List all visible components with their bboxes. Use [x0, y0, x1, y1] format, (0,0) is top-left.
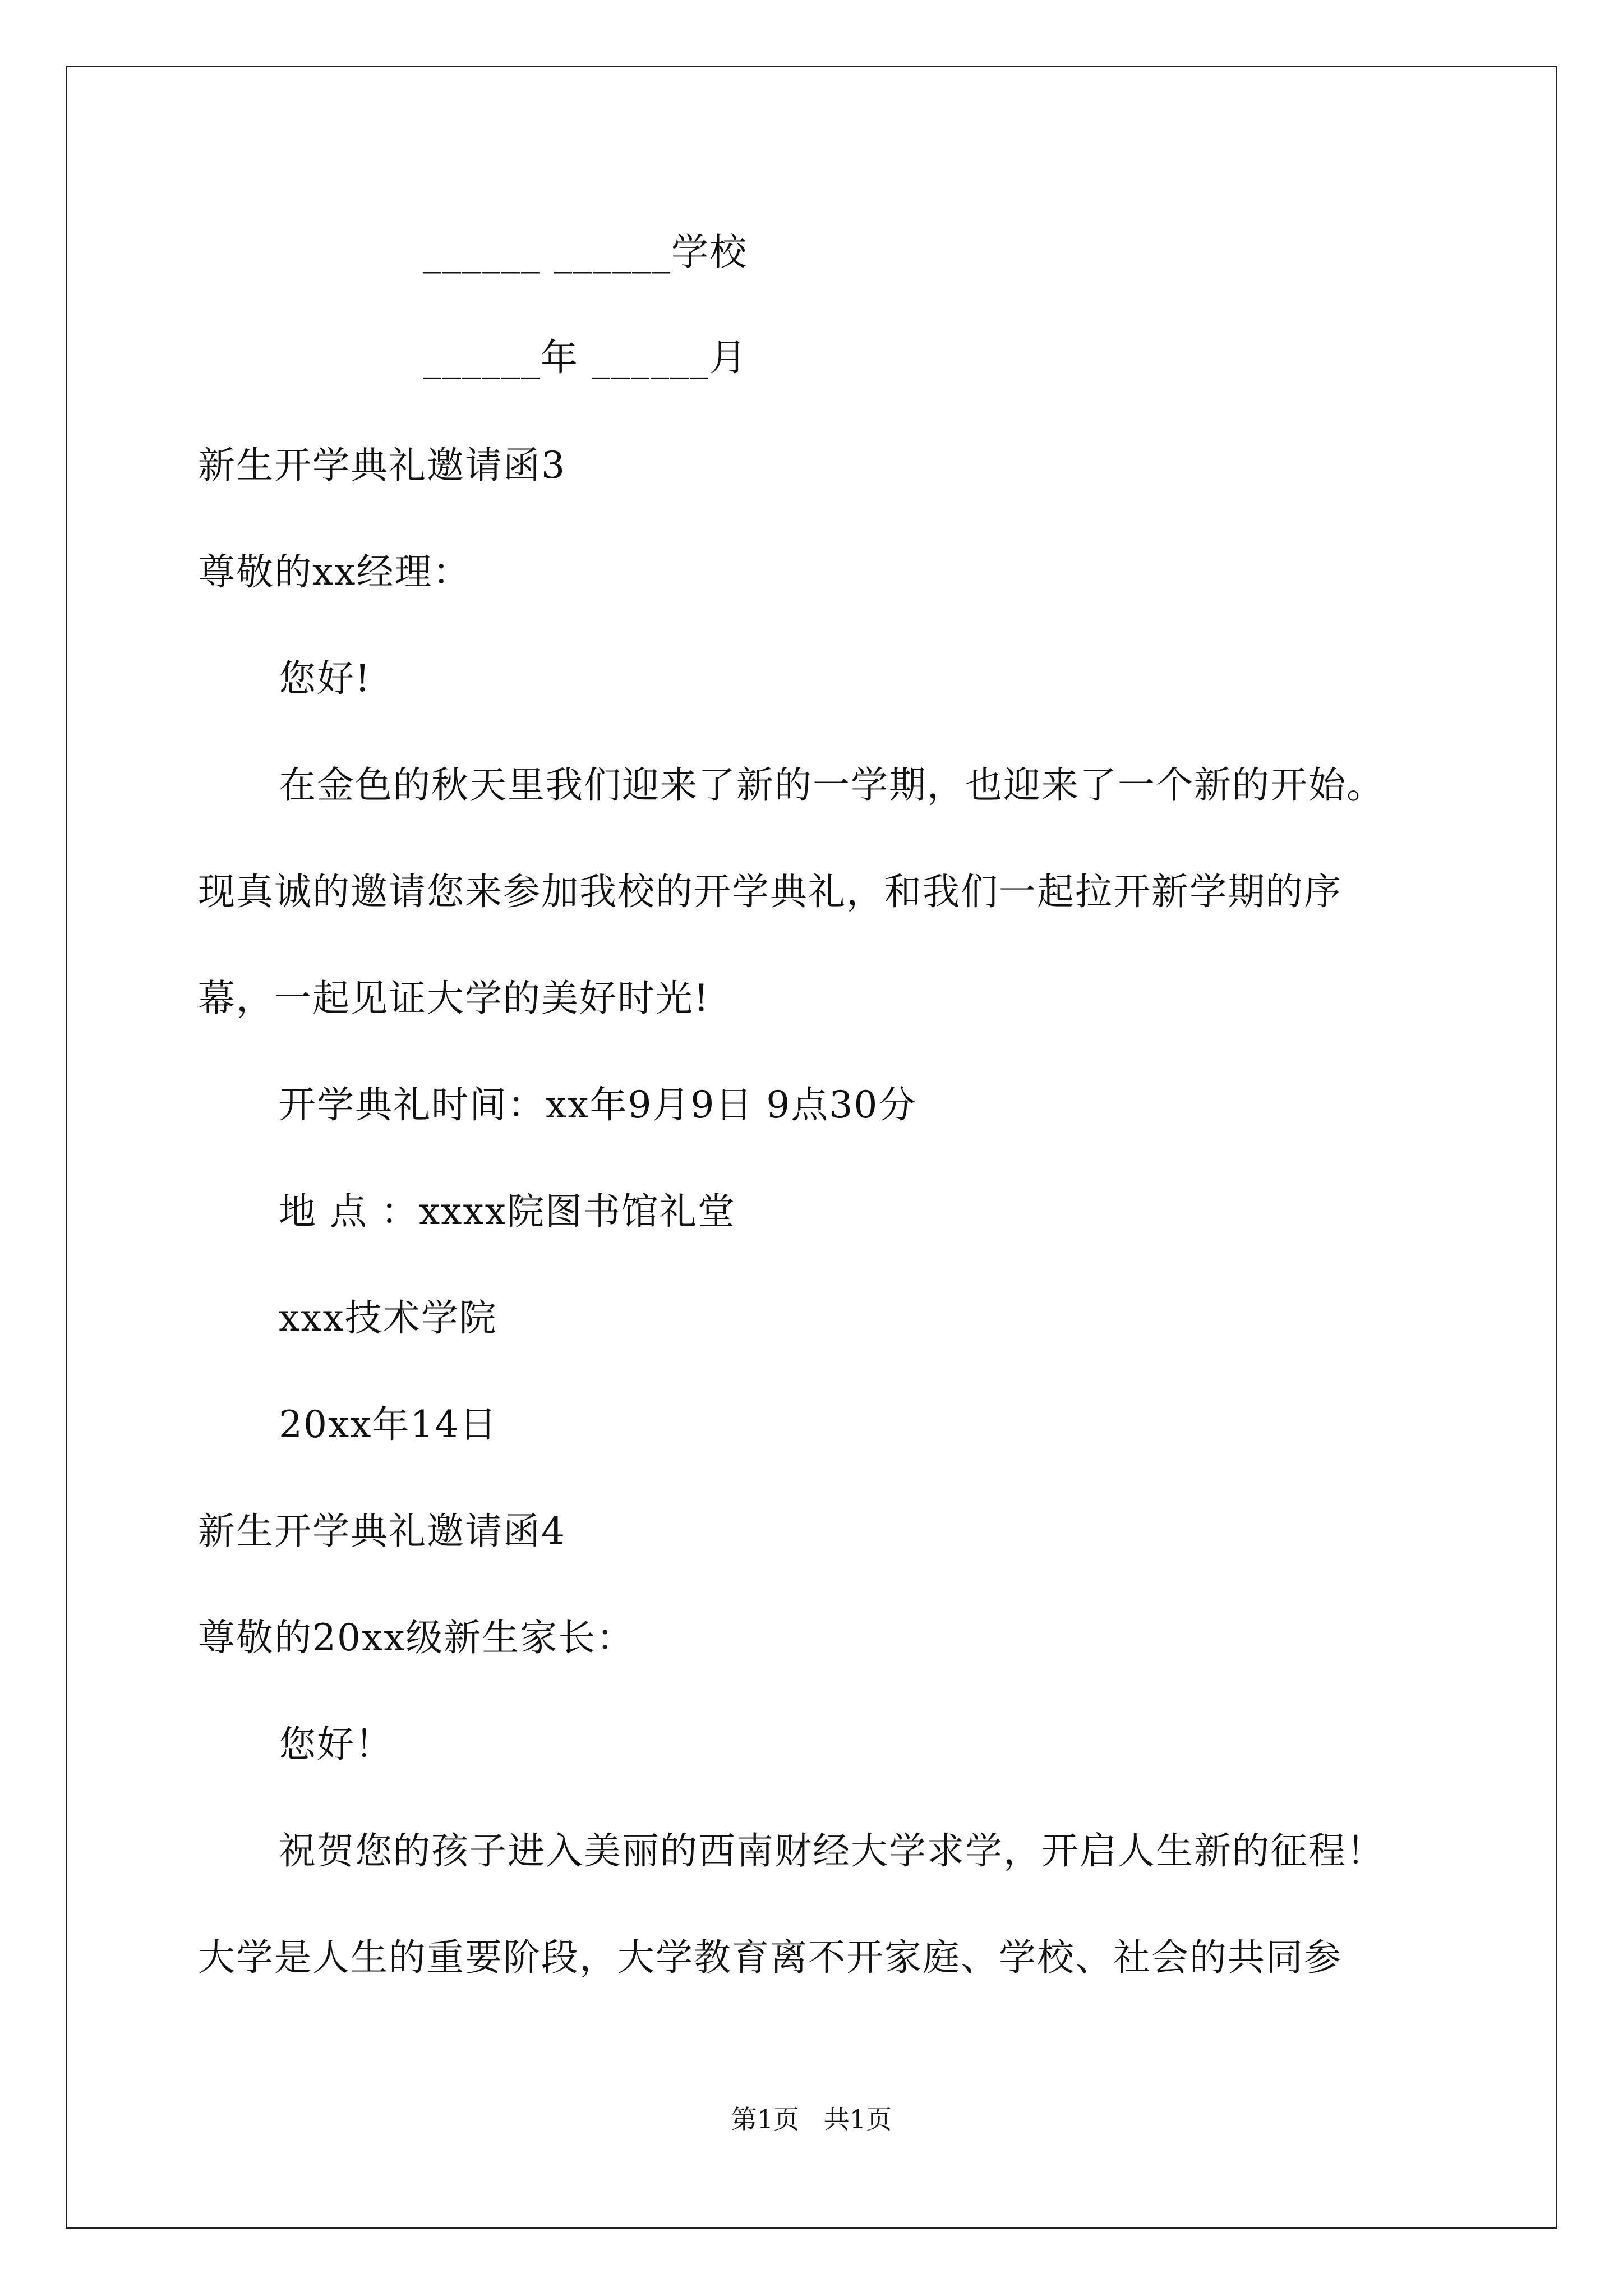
signature-date-line: ______年 ______月 [423, 336, 748, 379]
letter4-body-line: 祝贺您的孩子进入美丽的西南财经大学求学，开启人生新的征程！ [279, 1829, 1385, 1872]
letter3-body-line: 幕，一起见证大学的美好时光! [198, 977, 710, 1020]
letter3-signature: xxx技术学院 [279, 1296, 497, 1340]
page-border [66, 66, 1557, 2229]
page-footer: 第1页 共1页 [731, 2104, 892, 2134]
letter3-body-line: 在金色的秋天里我们迎来了新的一学期，也迎来了一个新的开始。 [279, 763, 1385, 807]
letter3-salutation: 尊敬的xx经理： [198, 550, 471, 593]
letter4-greeting: 您好！ [279, 1723, 393, 1766]
letter4-salutation: 尊敬的20xx级新生家长： [198, 1616, 635, 1659]
letter4-body-line: 大学是人生的重要阶段，大学教育离不开家庭、学校、社会的共同参 [198, 1936, 1342, 1979]
letter3-place-line: 地 点 ：xxxx院图书馆礼堂 [279, 1190, 736, 1233]
letter4-title: 新生开学典礼邀请函4 [198, 1510, 566, 1553]
letter3-body-line: 现真诚的邀请您来参加我校的开学典礼，和我们一起拉开新学期的序 [198, 870, 1342, 913]
letter3-greeting: 您好! [279, 657, 371, 700]
letter3-time-line: 开学典礼时间：xx年9月9日 9点30分 [279, 1083, 917, 1126]
letter3-date: 20xx年14日 [279, 1403, 498, 1446]
letter3-title: 新生开学典礼邀请函3 [198, 444, 566, 487]
signature-school-line: ______ ______学校 [423, 231, 748, 274]
